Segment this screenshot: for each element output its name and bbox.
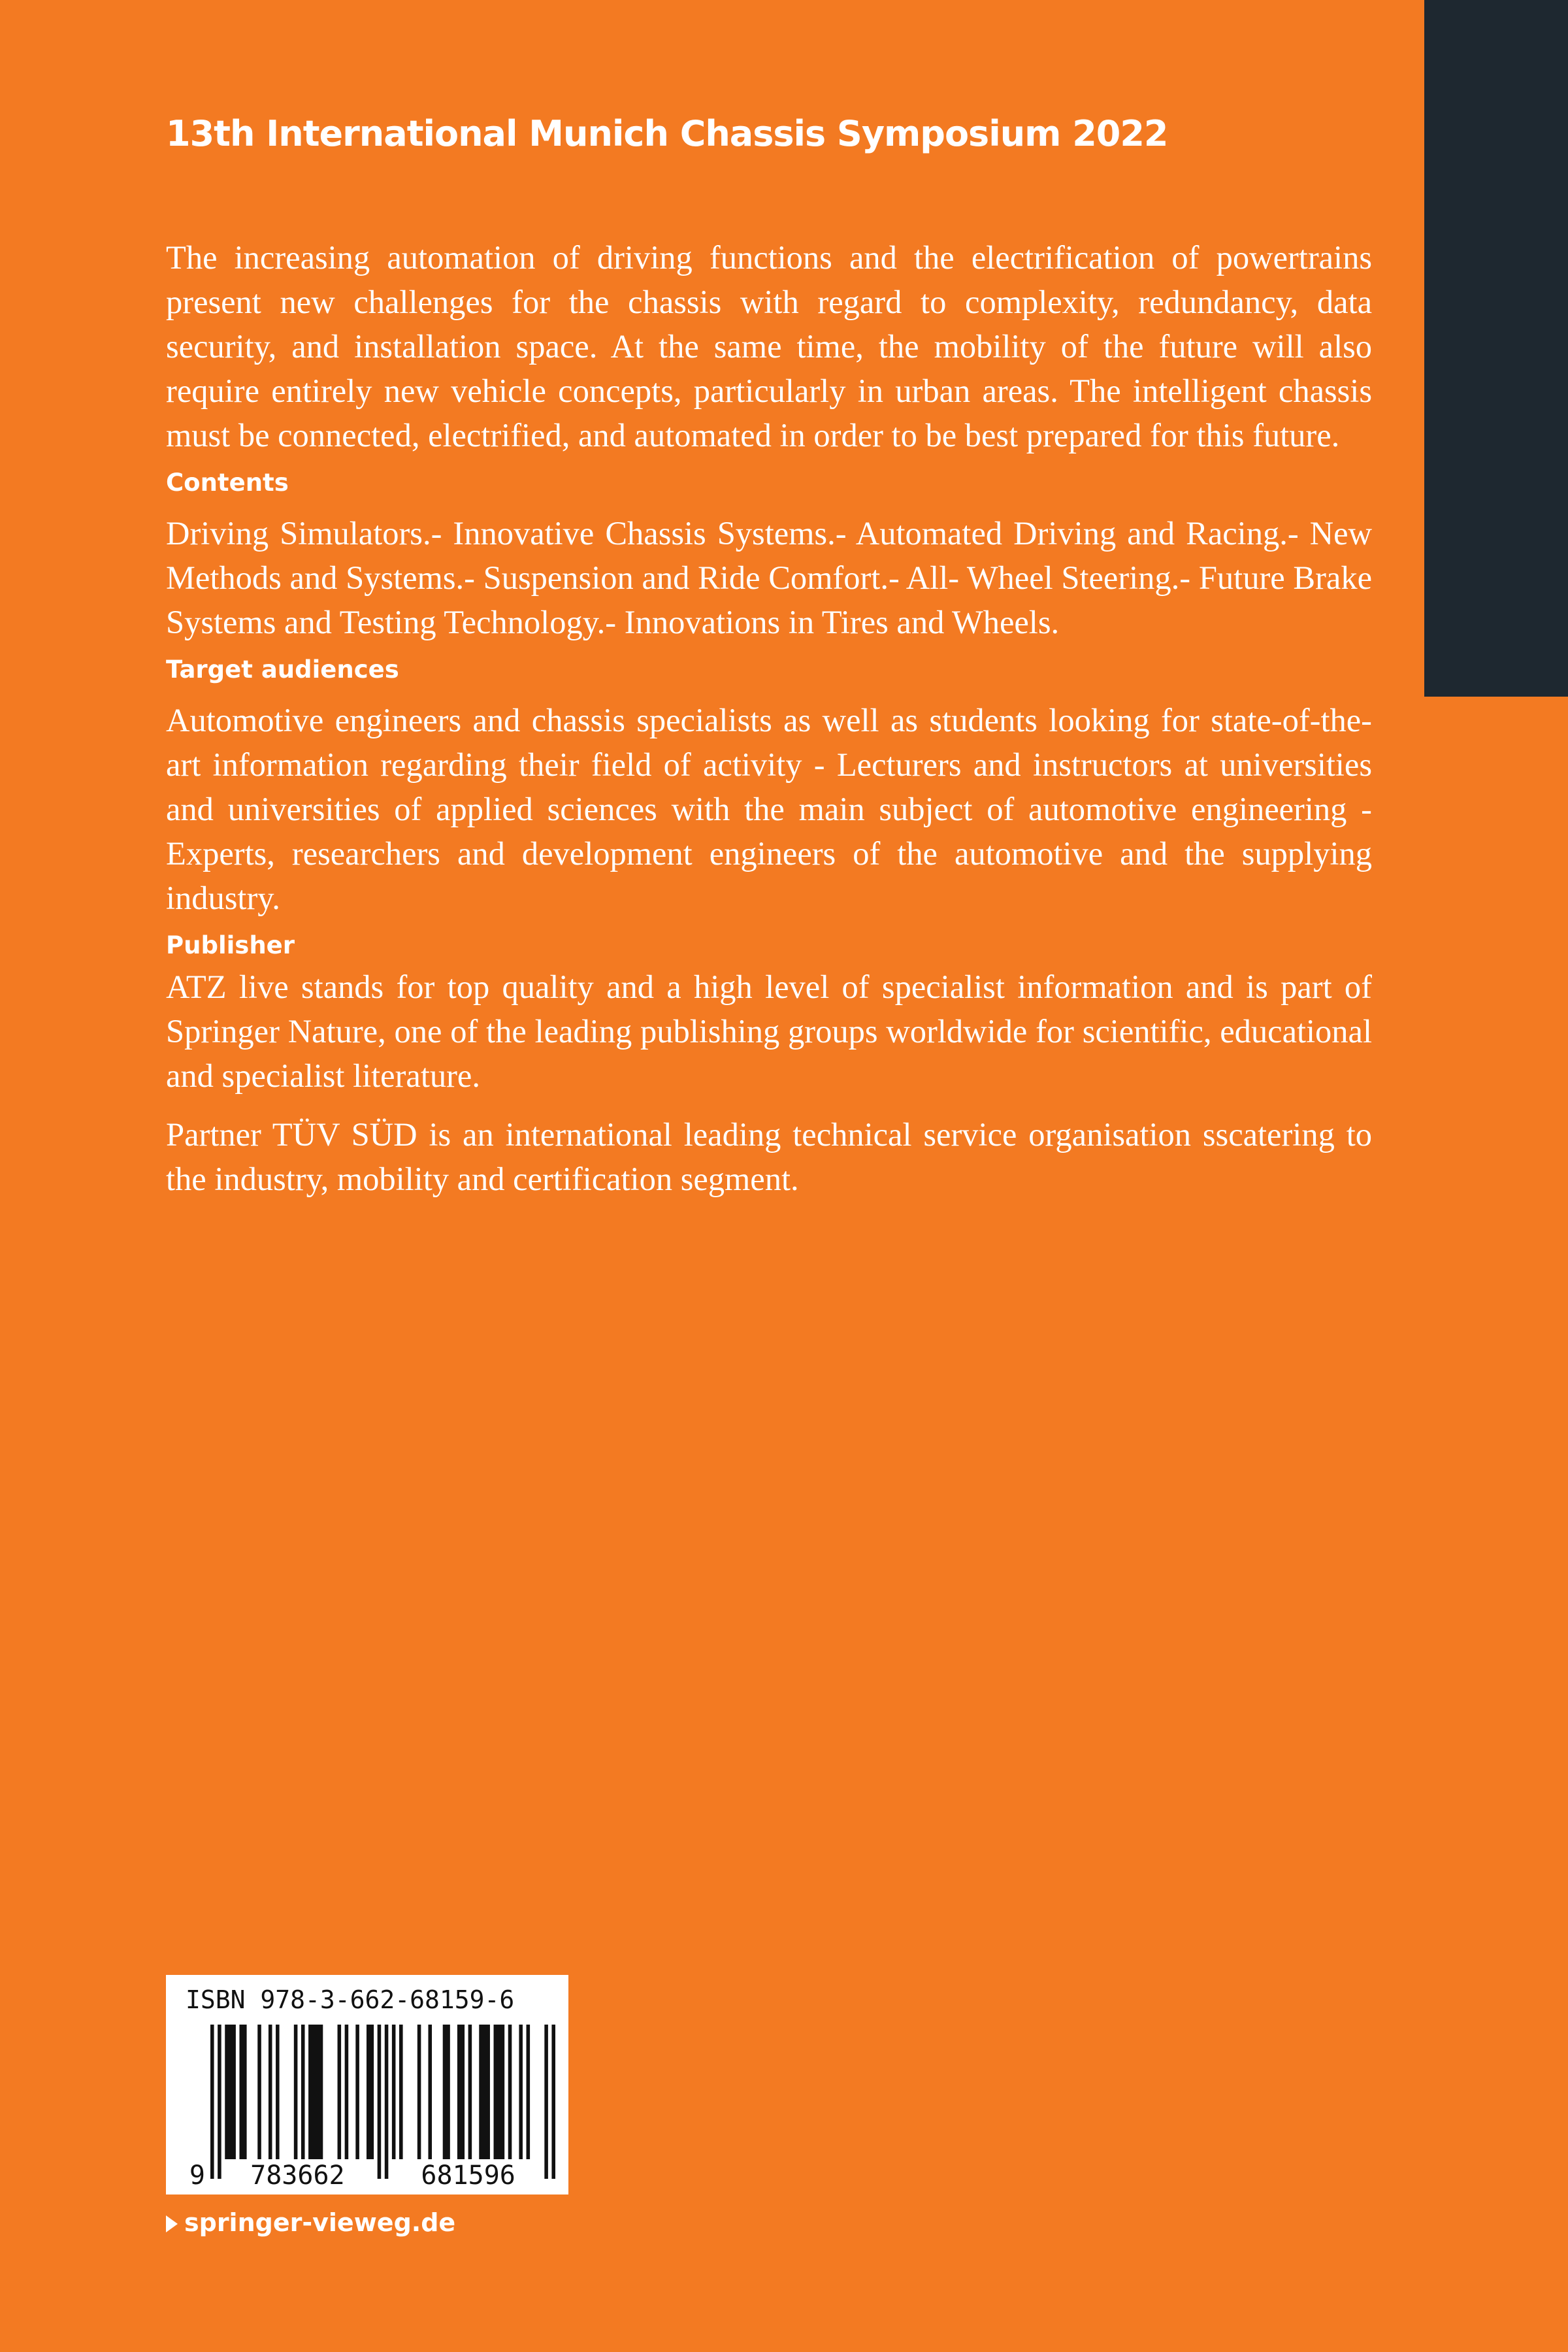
barcode-bar <box>399 2025 403 2159</box>
barcode-bar <box>345 2025 349 2159</box>
barcode-bar <box>479 2025 490 2159</box>
website-url: springer-vieweg.de <box>184 2208 456 2237</box>
barcode-left-digits: 783662 <box>250 2161 345 2191</box>
barcode-guard-bar <box>210 2025 214 2179</box>
barcode-bar <box>457 2025 465 2159</box>
barcode-bar <box>468 2025 472 2159</box>
barcode-first-digit: 9 <box>189 2161 205 2191</box>
intro-paragraph: The increasing automation of driving functions and the electrification of powertrains present new challenges for the chassis with regard to complexity, redundancy, data security, and installation space. At the same time, the mobility of the future will also require entirely new vehicle concepts, particularly in urban areas. The intelligent chassis must be connected, electrified, and automated in order to be best prepared for this future. <box>166 239 1372 454</box>
barcode-guard-bar <box>544 2025 548 2179</box>
contents-paragraph: Driving Simulators.- Innovative Chassis Systems.- Automated Driving and Racing.- New Methods and Systems.- Suspension and Ride Comfort.- All- Wheel Steering.- Future Brake Systems and Testing Technology.- Innovations in Tires and Wheels. <box>166 515 1372 640</box>
partner-paragraph: Partner TÜV SÜD is an international leading technical service organisation sscatering to the industry, mobility and certification segment. <box>166 1116 1372 1197</box>
barcode-bar <box>508 2025 512 2159</box>
arrow-right-icon <box>166 2215 178 2232</box>
isbn-label: ISBN 978-3-662-68159-6 <box>186 1985 515 2014</box>
barcode-bar <box>494 2025 505 2159</box>
barcode-bar <box>276 2025 280 2159</box>
barcode-bar <box>519 2025 523 2159</box>
publisher-heading: Publisher <box>166 931 295 959</box>
barcode-bar <box>338 2025 342 2159</box>
barcode-bar <box>257 2025 261 2159</box>
barcode-guard-bar <box>385 2025 389 2179</box>
spine-color-block <box>1424 0 1568 697</box>
barcode-bar <box>367 2025 374 2159</box>
target-audiences-paragraph: Automotive engineers and chassis specialists as well as students looking for state-of-the-art information regarding their field of activity - Lecturers and instructors at universities and universities of applied sciences with the main subject of automotive engineering - Experts, researchers and development engineers of the automotive and the supplying industry. <box>166 702 1372 916</box>
barcode-bar <box>225 2025 236 2159</box>
barcode-right-digits: 681596 <box>421 2161 515 2191</box>
barcode-bar <box>355 2025 359 2159</box>
barcode-bar <box>308 2025 323 2159</box>
barcode-guard-bar <box>378 2025 382 2179</box>
barcode-bar <box>417 2025 421 2159</box>
isbn-barcode <box>166 1975 568 2195</box>
publisher-paragraph: ATZ live stands for top quality and a high level of specialist information and is part of Springer Nature, one of the leading publishing groups worldwide for scientific, educational and specialist literature. <box>166 969 1372 1094</box>
barcode-guard-bar <box>551 2025 555 2179</box>
barcode-bar <box>527 2025 531 2159</box>
barcode-bar <box>443 2025 450 2159</box>
barcode-bar <box>301 2025 305 2159</box>
contents-heading: Contents <box>166 469 289 497</box>
back-cover-text <box>166 235 1372 1201</box>
book-title: 13th International Munich Chassis Symposium 2022 <box>166 113 1168 154</box>
barcode-guard-bar <box>218 2025 221 2179</box>
barcode-bar <box>428 2025 432 2159</box>
barcode-bar <box>392 2025 396 2159</box>
barcode-bar <box>239 2025 246 2159</box>
barcode-bar <box>294 2025 298 2159</box>
barcode-graphic <box>166 1975 568 2195</box>
publisher-website-link[interactable] <box>166 2204 455 2242</box>
barcode-bar <box>269 2025 272 2159</box>
target-audiences-heading: Target audiences <box>166 655 399 684</box>
